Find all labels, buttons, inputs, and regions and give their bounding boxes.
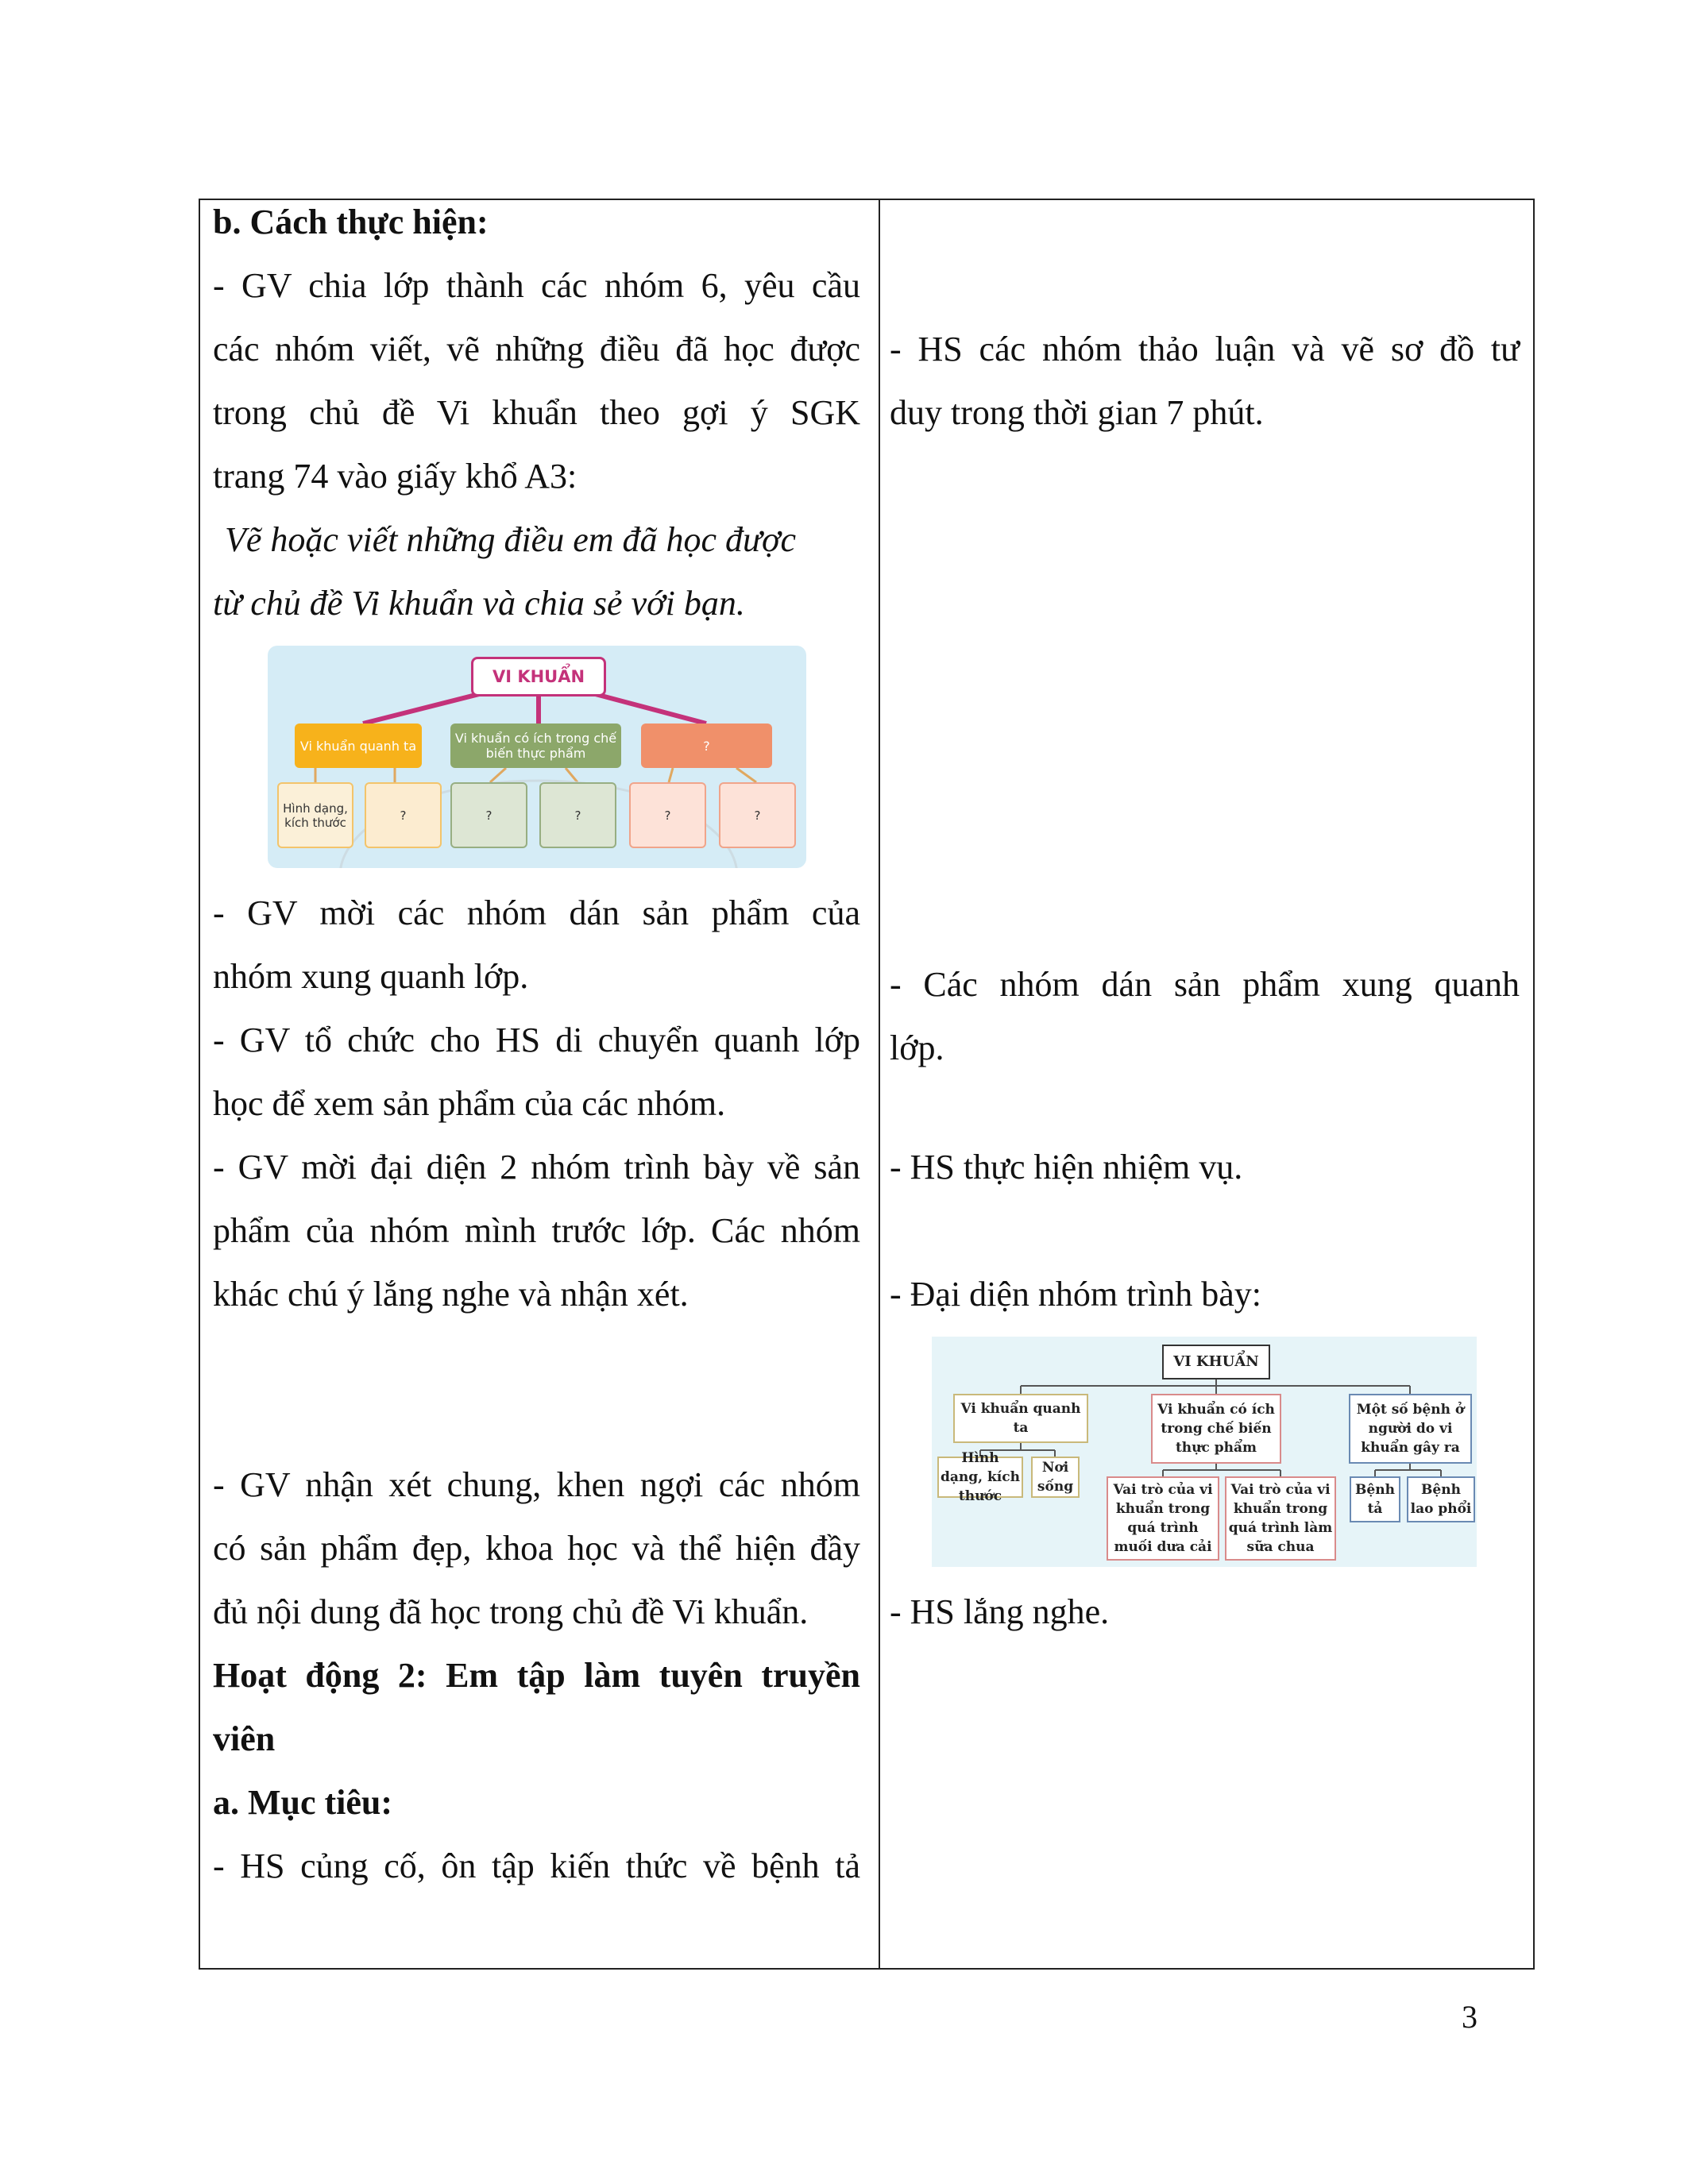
student-mindmap-branch: Một số bệnh ở người do vi khuẩn gây ra	[1349, 1394, 1472, 1464]
heading-implementation: b. Cách thực hiện:	[213, 203, 489, 241]
right-paragraph-line: - Đại diện nhóm trình bày:	[890, 1275, 1262, 1314]
left-paragraph-line: - GV tổ chức cho HS di chuyển quanh lớp	[213, 1021, 860, 1059]
left-paragraph-line: - GV nhận xét chung, khen ngợi các nhóm	[213, 1465, 860, 1504]
textbook-mindmap-figure	[268, 646, 806, 868]
mindmap-category: ?	[641, 723, 772, 768]
right-paragraph-line: - Các nhóm dán sản phẩm xung quanh	[890, 965, 1520, 1004]
student-mindmap-branch: Vi khuẩn có ích trong chế biến thực phẩm	[1151, 1394, 1281, 1464]
right-paragraph-line: - HS lắng nghe.	[890, 1592, 1110, 1631]
left-paragraph-line: khác chú ý lắng nghe và nhận xét.	[213, 1275, 689, 1314]
italic-prompt-line: Vẽ hoặc viết những điều em đã học được	[225, 520, 797, 559]
left-paragraph-line: có sản phẩm đẹp, khoa học và thể hiện đầy	[213, 1529, 860, 1568]
activity-heading-line: Hoạt động 2: Em tập làm tuyên truyền	[213, 1656, 860, 1695]
column-divider	[879, 200, 880, 1968]
right-paragraph-line: - HS thực hiện nhiệm vụ.	[890, 1148, 1243, 1187]
mindmap-leaf: ?	[450, 782, 527, 848]
student-mindmap-figure	[932, 1337, 1477, 1567]
right-paragraph-line: - HS các nhóm thảo luận và vẽ sơ đồ tư	[890, 330, 1520, 369]
left-paragraph-line: học để xem sản phẩm của các nhóm.	[213, 1084, 726, 1123]
left-paragraph-line: - GV mời các nhóm dán sản phẩm của	[213, 893, 860, 932]
mindmap-category: Vi khuẩn có ích trong chế biến thực phẩm	[450, 723, 621, 768]
student-mindmap-leaf: Nơi sống	[1031, 1457, 1080, 1498]
left-paragraph-line: - HS củng cố, ôn tập kiến thức về bệnh tả	[213, 1846, 860, 1885]
mindmap-leaf: ?	[365, 782, 442, 848]
mindmap-category: Vi khuẩn quanh ta	[295, 723, 422, 768]
student-mindmap-leaf: Vai trò của vi khuẩn trong quá trình làm sữa chua	[1225, 1476, 1336, 1561]
left-paragraph-line: trong chủ đề Vi khuẩn theo gợi ý SGK	[213, 393, 860, 432]
student-mindmap-root: VI KHUẨN	[1162, 1345, 1270, 1379]
mindmap-leaf: Hình dạng, kích thước	[277, 782, 353, 848]
mindmap-leaf: ?	[629, 782, 706, 848]
left-paragraph-line: trang 74 vào giấy khổ A3:	[213, 457, 577, 496]
student-mindmap-leaf: Bệnh lao phổi	[1407, 1476, 1475, 1522]
left-paragraph-line: nhóm xung quanh lớp.	[213, 957, 529, 996]
mindmap-leaf: ?	[719, 782, 796, 848]
student-mindmap-leaf: Vai trò của vi khuẩn trong quá trình muối dưa cải	[1107, 1476, 1219, 1561]
mindmap-root: VI KHUẨN	[471, 657, 606, 696]
student-mindmap-leaf: Hình dạng, kích thước	[937, 1457, 1023, 1498]
left-paragraph-line: phẩm của nhóm mình trước lớp. Các nhóm	[213, 1211, 860, 1250]
page-number: 3	[1462, 1999, 1477, 2035]
student-mindmap-leaf: Bệnh tả	[1350, 1476, 1400, 1522]
right-paragraph-line: lớp.	[890, 1028, 944, 1067]
right-paragraph-line: duy trong thời gian 7 phút.	[890, 393, 1264, 432]
left-paragraph-line: - GV mời đại diện 2 nhóm trình bày về sản	[213, 1148, 860, 1187]
student-mindmap-branch: Vi khuẩn quanh ta	[953, 1394, 1088, 1443]
mindmap-leaf: ?	[539, 782, 616, 848]
activity-heading-line: viên	[213, 1719, 276, 1758]
heading-objective: a. Mục tiêu:	[213, 1783, 393, 1822]
italic-prompt-line: từ chủ đề Vi khuẩn và chia sẻ với bạn.	[213, 584, 745, 623]
left-paragraph-line: các nhóm viết, vẽ những điều đã học được	[213, 330, 860, 369]
left-paragraph-line: - GV chia lớp thành các nhóm 6, yêu cầu	[213, 266, 860, 305]
left-paragraph-line: đủ nội dung đã học trong chủ đề Vi khuẩn.	[213, 1592, 809, 1631]
